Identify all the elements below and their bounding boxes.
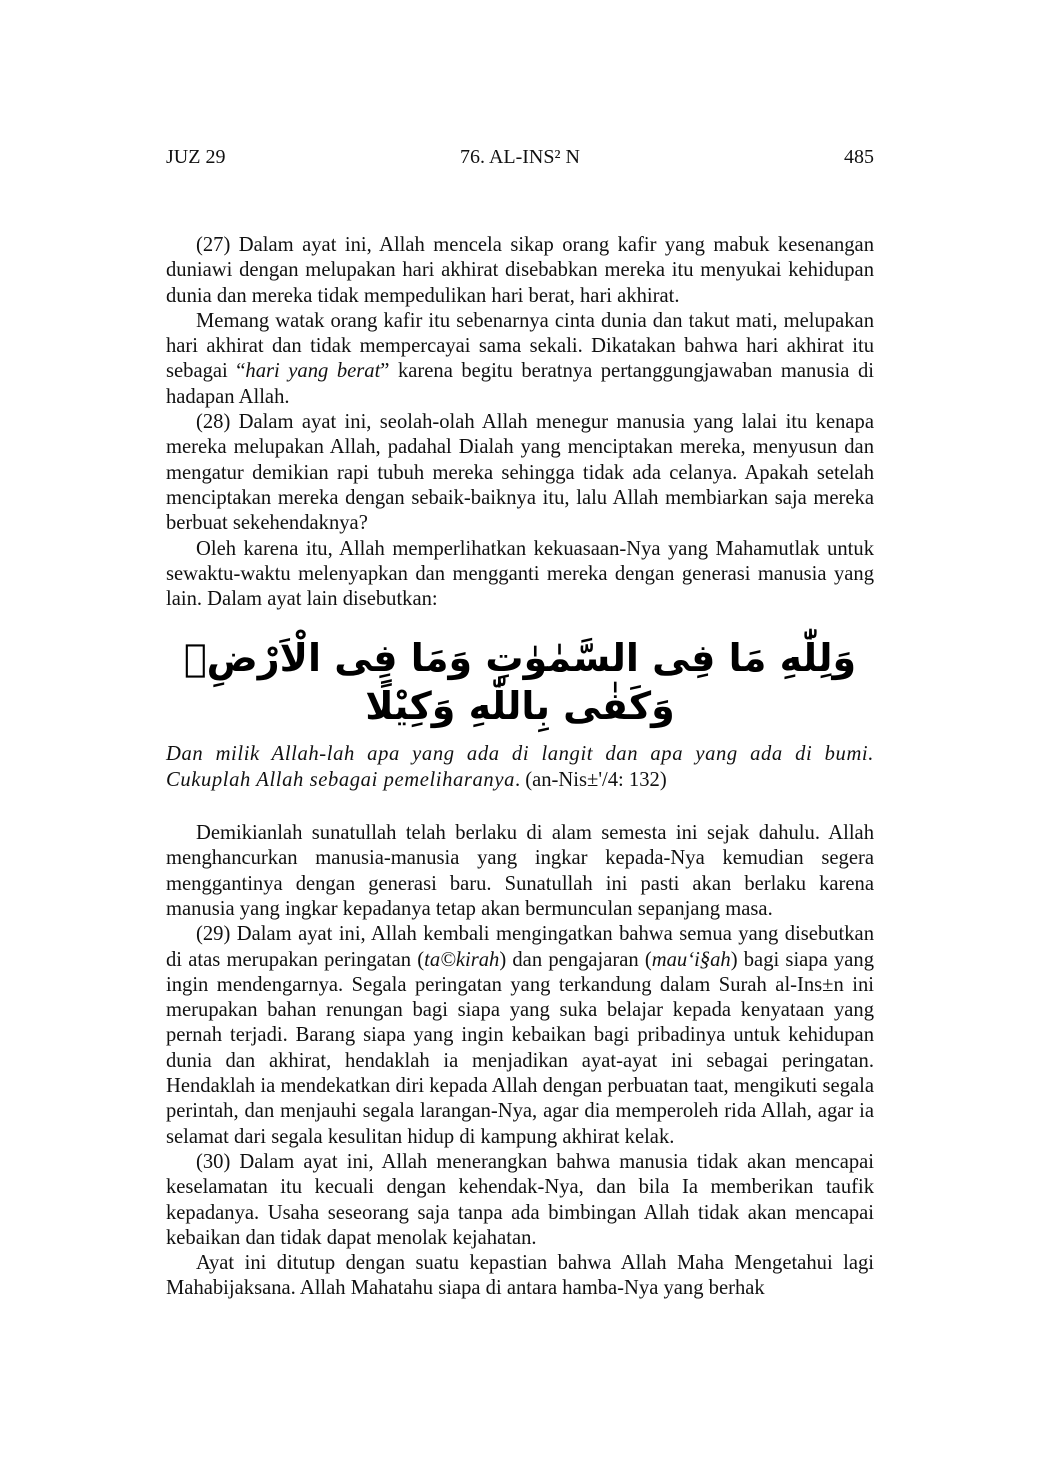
paragraph-29-text-2: ) dan pengajaran ( bbox=[499, 948, 652, 971]
paragraph-verse-30: (30) Dalam ayat ini, Allah menerangkan bahwa manusia tidak akan mencapai keselamatan itu kecuali dengan kehendak-Nya, dan bila Ia memberikan taufik kepadanya. Usaha seseorang saja tanpa ada bimbingan Allah tidak akan mencapai kebaikan dan tidak dapat menolak kejahatan. bbox=[166, 1150, 874, 1249]
paragraph-closing: Ayat ini ditutup dengan suatu kepastian bahwa Allah Maha Mengetahui lagi Mahabijaksana. Allah Mahatahu siapa di antara hamba-Nya yang berhak bbox=[166, 1252, 874, 1300]
paragraph-29-text-1: (29) Dalam ayat ini, Allah kembali mengingatkan bahwa semua yang disebutkan di atas merupakan peringatan ( bbox=[166, 923, 874, 971]
page-header bbox=[166, 146, 874, 176]
paragraph-akhirat bbox=[166, 309, 874, 410]
page-number: 485 bbox=[844, 146, 874, 168]
spacer bbox=[166, 793, 874, 821]
juz-label: JUZ 29 bbox=[166, 146, 226, 168]
verse-reference: . (an-Nis±'/4: 132) bbox=[514, 768, 667, 791]
paragraph-verse-29 bbox=[166, 922, 874, 1150]
paragraph-akhirat-text-1: Memang watak orang kafir itu sebenarnya cinta dunia dan takut mati, melupakan hari akhirat dan tidak mempercayai sama sekali. Dikatakan bahwa hari akhirat itu sebagai “ bbox=[166, 309, 874, 383]
paragraph-verse-27: (27) Dalam ayat ini, Allah mencela sikap orang kafir yang mabuk kesenangan duniawi dengan melupakan hari akhirat disebabkan mereka itu menyukai kehidupan dunia dan mereka tidak mempedulikan hari berat, hari akhirat. bbox=[166, 234, 874, 307]
verse-translation bbox=[166, 742, 874, 793]
term-mauizah: mau‘i§ah bbox=[651, 948, 731, 971]
paragraph-kekuasaan: Oleh karena itu, Allah memperlihatkan kekuasaan-Nya yang Mahamutlak untuk sewaktu-waktu melenyapkan dan mengganti mereka dengan generasi manusia yang lain. Dalam ayat lain disebutkan: bbox=[166, 537, 874, 611]
paragraph-sunatullah: Demikianlah sunatullah telah berlaku di alam semesta ini sejak dahulu. Allah menghancurkan manusia-manusia yang ingkar kepada-Nya kemudian segera menggantinya dengan generasi baru. Sunatullah ini pasti akan berlaku karena manusia yang ingkar kepadanya tetap akan bermunculan sepanjang masa. bbox=[166, 822, 874, 920]
paragraph-verse-28: (28) Dalam ayat ini, seolah-olah Allah menegur manusia yang lalai itu kenapa mereka melupakan Allah, padahal Dialah yang menciptakan mereka, menyusun dan mengatur demikian rapi tubuh mereka sehingga tidak ada celanya. Apakah setelah menciptakan mereka dengan sebaik-baiknya itu, lalu Allah membiarkan saja mereka berbuat sekehendaknya? bbox=[166, 411, 874, 535]
paragraph-akhirat-text-2: ” karena begitu beratnya pertanggungjawaban manusia di hadapan Allah. bbox=[166, 360, 874, 408]
page-body bbox=[166, 233, 874, 1302]
paragraph-29-text-3: ) bagi siapa yang ingin mendengarnya. Segala peringatan yang terkandung dalam Surah al-Ins±n ini merupakan bahan renungan bagi siapa yang suka belajar kepada kenyataan yang pernah terjadi. Barang siapa yang ingin kebaikan bagi pribadinya untuk kehidupan dunia dan akhirat, hendaklah ia menjadikan ayat-ayat ini sebagai peringatan. Hendaklah ia mendekatkan diri kepada Allah dengan perbuatan taat, mengikuti segala perintah, dan menjauhi segala larangan-Nya, agar dia memperoleh rida Allah, agar ia selamat dari segala kesulitan hidup di kampung akhirat kelak. bbox=[166, 948, 874, 1148]
surah-title: 76. AL-INS² N bbox=[460, 146, 580, 168]
italic-term: hari yang berat bbox=[245, 360, 381, 383]
arabic-verse: وَلِلّٰهِ مَا فِى السَّمٰوٰتِ وَمَا فِى الْاَرْضِۗ وَكَفٰى بِاللّٰهِ وَكِيْلًا bbox=[183, 636, 857, 729]
translation-text: Dan milik Allah-lah apa yang ada di langit dan apa yang ada di bumi. Cukuplah Allah sebagai pemeliharanya bbox=[166, 743, 874, 791]
term-tadzkirah: ta©kirah bbox=[424, 948, 500, 971]
